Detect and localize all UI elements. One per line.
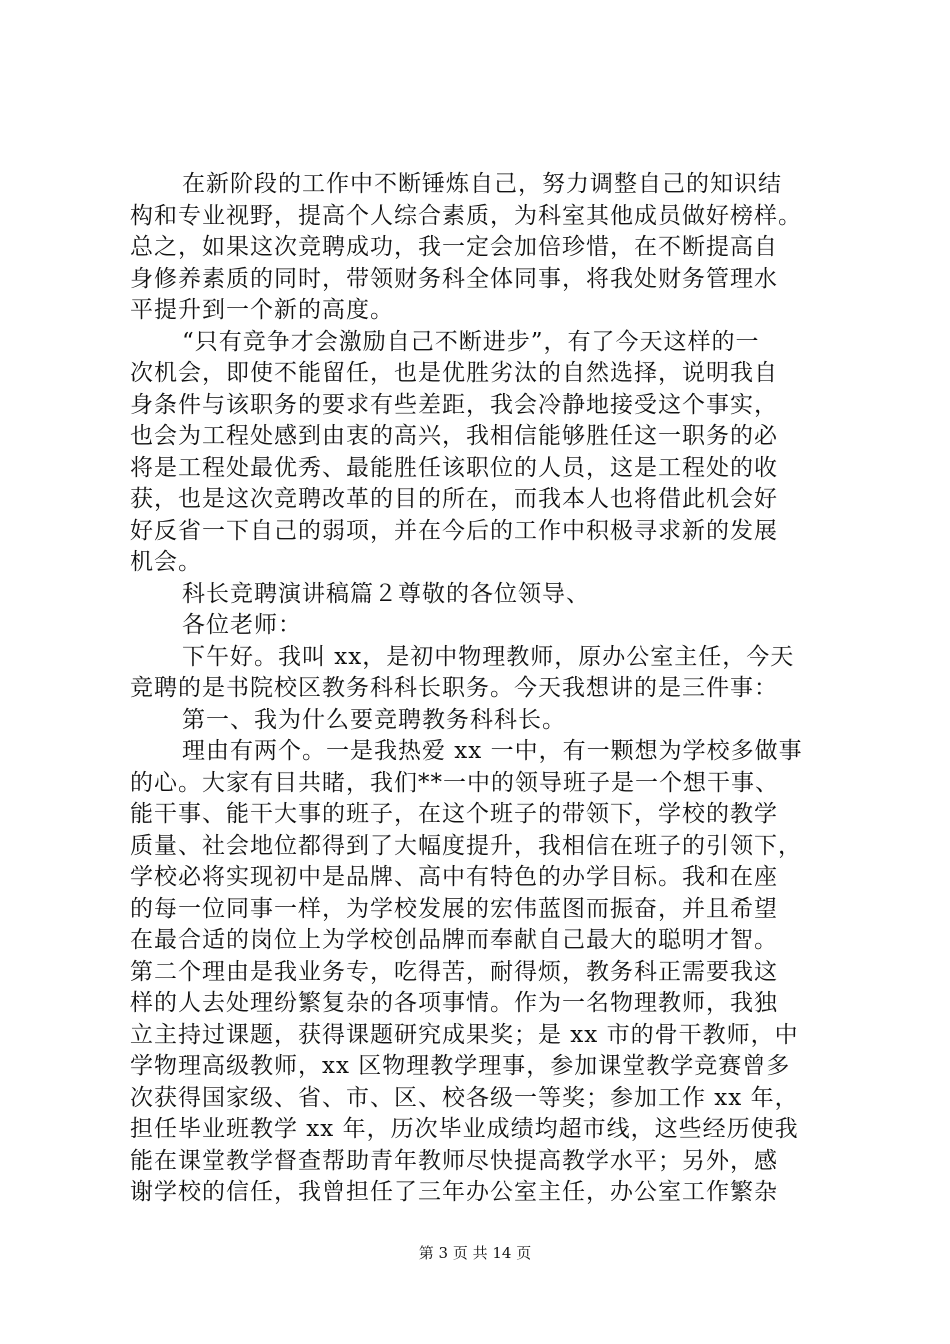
text-line: 次机会，即使不能留任，也是优胜劣汰的自然选择，说明我自 [130, 360, 778, 386]
text-line: 次获得国家级、省、市、区、校各级一等奖；参加工作 xx 年， [130, 1084, 799, 1111]
text-line: 将是工程处最优秀、最能胜任该职位的人员，这是工程处的收 [130, 454, 778, 481]
text-line: 下午好。我叫 xx，是初中物理教师，原办公室主任，今天 [182, 643, 795, 670]
text-line: 学物理高级教师，xx 区物理教学理事，参加课堂教学竞赛曾多 [130, 1053, 791, 1079]
text-line: 第二个理由是我业务专，吃得苦，耐得烦，教务科正需要我这 [130, 958, 778, 985]
text-line: 第一、我为什么要竞聘教务科科长。 [182, 706, 566, 733]
text-line: 理由有两个。一是我热爱 xx 一中，有一颗想为学校多做事 [182, 738, 803, 764]
text-line: 担任毕业班教学 xx 年，历次毕业成绩均超市线，这些经历使我 [130, 1116, 799, 1142]
text-line: 能干事、能干大事的班子，在这个班子的带领下，学校的教学 [130, 801, 778, 827]
text-line: 质量、社会地位都得到了大幅度提升，我相信在班子的引领下， [130, 832, 802, 859]
text-line: 立主持过课题，获得课题研究成果奖；是 xx 市的骨干教师，中 [130, 1021, 799, 1048]
text-line: 的每一位同事一样，为学校发展的宏伟蓝图而振奋，并且希望 [130, 895, 778, 922]
text-line: 能在课堂教学督查帮助青年教师尽快提高教学水平；另外，感 [130, 1147, 778, 1174]
text-line: 在最合适的岗位上为学校创品牌而奉献自己最大的聪明才智。 [130, 927, 778, 953]
text-line: 平提升到一个新的高度。 [130, 297, 394, 323]
text-line: 学校必将实现初中是品牌、高中有特色的办学目标。我和在座 [130, 864, 778, 890]
text-line: 的心。大家有目共睹，我们**一中的领导班子是一个想干事、 [130, 769, 779, 796]
text-line: “只有竞争才会激励自己不断进步”，有了今天这样的一 [182, 328, 760, 355]
text-line: 也会为工程处感到由衷的高兴，我相信能够胜任这一职务的必 [130, 423, 778, 449]
text-line: 竞聘的是书院校区教务科科长职务。今天我想讲的是三件事： [130, 675, 778, 701]
page-footer: 第 3 页 共 14 页 [418, 1244, 532, 1262]
text-line: 科长竞聘演讲稿篇２尊敬的各位领导、 [182, 580, 590, 607]
text-line: 总之，如果这次竞聘成功，我一定会加倍珍惜，在不断提高自 [130, 234, 778, 260]
document-body [130, 169, 830, 1209]
text-line: 身修养素质的同时，带领财务科全体同事，将我处财务管理水 [130, 265, 778, 292]
text-line: 构和专业视野，提高个人综合素质，为科室其他成员做好榜样。 [130, 202, 802, 229]
text-line: 谢学校的信任，我曾担任了三年办公室主任，办公室工作繁杂 [130, 1179, 778, 1205]
text-line: 好反省一下自己的弱项，并在今后的工作中积极寻求新的发展 [130, 517, 778, 544]
text-line: 各位老师： [182, 612, 302, 638]
text-line: 样的人去处理纷繁复杂的各项事情。作为一名物理教师，我独 [130, 990, 778, 1016]
text-line: 机会。 [130, 549, 202, 575]
text-line: 在新阶段的工作中不断锤炼自己，努力调整自己的知识结 [182, 171, 782, 197]
text-line: 获，也是这次竞聘改革的目的所在，而我本人也将借此机会好 [130, 486, 778, 512]
text-line: 身条件与该职务的要求有些差距，我会冷静地接受这个事实， [130, 391, 778, 418]
